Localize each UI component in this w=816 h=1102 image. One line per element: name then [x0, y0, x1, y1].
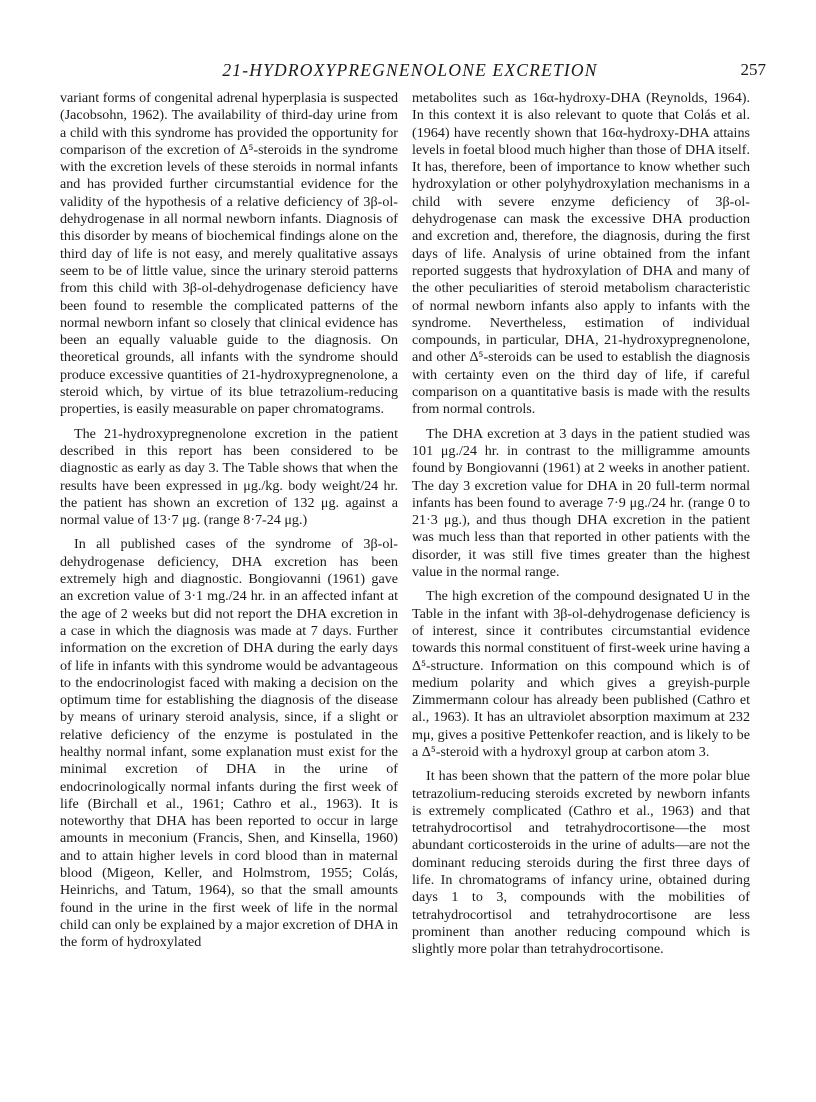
running-title: 21-HYDROXYPREGNENOLONE EXCRETION [222, 60, 598, 80]
paragraph: It has been shown that the pattern of the more polar blue tetrazolium-reducing steroids excreted by newborn infants is extremely complicated (Cathro et al., 1963) and that tetrahydrocortisol and tetrahydrocortisone—the most abundant corticosteroids in the urine of adults—are not the dominant reducing steroids during the first three days of life. In chromatograms of infancy urine, obtained during days 1 to 3, compounds with the mobilities of tetrahydrocortisol and tetrahydrocortisone are less prominent than another reducing compound which is slightly more polar than tetrahydrocortisone. [412, 768, 750, 958]
paragraph: metabolites such as 16α-hydroxy-DHA (Reynolds, 1964). In this context it is also relevant to quote that Colás et al. (1964) have recently shown that 16α-hydroxy-DHA attains levels in foetal blood much higher than those of DHA itself. It has, therefore, been of importance to know whether such hydroxylation or other polyhydroxylation mechanisms in a child with severe enzyme deficiency of 3β-ol-dehydrogenase can mask the excessive DHA production and excretion and, therefore, the diagnosis, during the first days of life. Analysis of urine obtained from the infant reported suggests that hydroxylation of DHA and many of the other peculiarities of steroid metabolism characteristic of normal newborn infants also apply to infants with the syndrome. Nevertheless, estimation of individual compounds, in particular, DHA, 21-hydroxypregnenolone, and other Δ⁵-steroids can be used to establish the diagnosis with certainty even on the third day of life, if careful comparison on a quantitative basis is made with the results from normal controls. [412, 90, 750, 418]
paragraph: The 21-hydroxypregnenolone excretion in the patient described in this report has been considered to be diagnostic as early as day 3. The Table shows that when the results have been expressed in μg./kg. body weight/24 hr. the patient has shown an excretion of 132 μg. against a normal value of 13·7 μg. (range 8·7-24 μg.) [60, 425, 398, 529]
paragraph: The DHA excretion at 3 days in the patient studied was 101 μg./24 hr. in contrast to the milligramme amounts found by Bongiovanni (1961) at 2 weeks in another patient. The day 3 excretion value for DHA in 20 full-term normal infants has been found to average 7·9 μg./24 hr. (range 0 to 21·3 μg.), and thus though DHA excretion in the patient was much less than that reported in other patients with the disorder, it was still five times greater than the highest value in the normal range. [412, 425, 750, 581]
right-column [412, 90, 750, 959]
running-header [60, 60, 766, 86]
paragraph: variant forms of congenital adrenal hyperplasia is suspected (Jacobsohn, 1962). The availability of third-day urine from a child with this syndrome has provided the opportunity for comparison of the excretion of Δ⁵-steroids in the syndrome with the excretion levels of these steroids in normal infants and has provided further circumstantial evidence for the validity of the hypothesis of a relative deficiency of 3β-ol-dehydrogenase in all normal newborn infants. Diagnosis of this disorder by means of biochemical findings alone on the third day of life is not easy, and merely qualitative assays seem to be of little value, since the urinary steroid patterns from this child with 3β-ol-dehydrogenase deficiency have been found to resemble the complicated patterns of the normal newborn infant so closely that clinical evidence has been an equally valuable guide to the diagnosis. On theoretical grounds, all infants with the syndrome should produce excessive quantities of 21-hydroxypregnenolone, a steroid which, by virtue of its blue tetrazolium-reducing properties, is easily measurable on paper chromatograms. [60, 90, 398, 418]
paragraph: In all published cases of the syndrome of 3β-ol-dehydrogenase deficiency, DHA excretion has been extremely high and diagnostic. Bongiovanni (1961) gave an excretion value of 3·1 mg./24 hr. in an affected infant at the age of 2 weeks but did not report the DHA excretion in a case in which the diagnosis was made at 7 days. Further information on the excretion of DHA during the early days of life in infants with this syndrome would be advantageous to the endocrinologist faced with making a decision on the optimum time for establishing the diagnosis of the disease by means of urinary steroid analysis, since, if a slight or relative deficiency of the enzyme is postulated in the healthy normal infant, some explanation must exist for the minimal excretion of DHA in the urine of endocrinologically normal infants during the first week of life (Birchall et al., 1961; Cathro et al., 1963). It is noteworthy that DHA has been reported to occur in large amounts in meconium (Francis, Shen, and Kinsella, 1960) and to attain higher levels in cord blood than in maternal blood (Migeon, Keller, and Holmstrom, 1955; Colás, Heinrichs, and Tatum, 1964), so that the small amounts found in the urine in the first week of life in the normal child can only be explained by a major excretion of DHA in the form of hydroxylated [60, 536, 398, 951]
page-number: 257 [740, 60, 766, 79]
paragraph: The high excretion of the compound designated U in the Table in the infant with 3β-ol-dehydrogenase deficiency is of interest, since it contributes circumstantial evidence towards this normal constituent of first-week urine having a Δ⁵-structure. Information on this compound which is of medium polarity and which gives a greyish-purple Zimmermann colour has already been published (Cathro et al., 1963). It has an ultraviolet absorption maximum at 232 mμ, gives a positive Pettenkofer reaction, and is likely to be a Δ⁵-steroid with a hydroxyl group at carbon atom 3. [412, 588, 750, 760]
left-column [60, 90, 398, 952]
